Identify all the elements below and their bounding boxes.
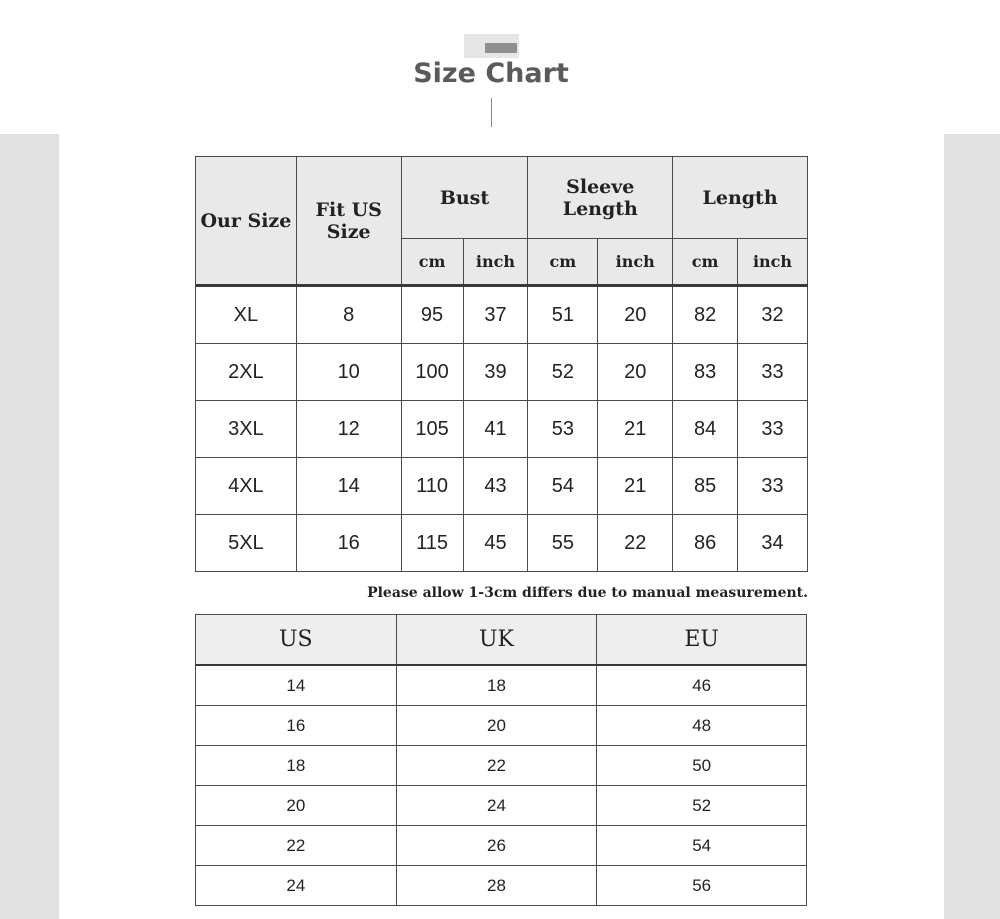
header-fit-us-line1: Fit US — [315, 198, 382, 221]
sleeve-inch-cell: 20 — [598, 286, 673, 344]
header-length-inch: inch — [738, 239, 808, 286]
length-inch-cell: 33 — [738, 344, 808, 401]
fit-us-cell: 16 — [296, 515, 401, 572]
length-inch-cell: 34 — [738, 515, 808, 572]
bust-inch-cell: 41 — [463, 401, 528, 458]
table-row — [196, 401, 808, 458]
bust-inch-cell: 43 — [463, 458, 528, 515]
fit-us-cell: 10 — [296, 344, 401, 401]
header-length: Length — [673, 157, 808, 239]
header-bar-decoration — [485, 43, 517, 53]
uk-cell: 18 — [396, 665, 597, 706]
table-row — [196, 706, 807, 746]
length-cm-cell: 83 — [673, 344, 738, 401]
header-sleeve-cm: cm — [528, 239, 598, 286]
length-cm-cell: 82 — [673, 286, 738, 344]
bust-cm-cell: 95 — [401, 286, 463, 344]
sleeve-cm-cell: 54 — [528, 458, 598, 515]
fit-us-cell: 8 — [296, 286, 401, 344]
bust-cm-cell: 105 — [401, 401, 463, 458]
size-conversion-table — [195, 614, 807, 906]
bust-cm-cell: 100 — [401, 344, 463, 401]
header-divider-line — [491, 98, 492, 127]
our-size-cell: 5XL — [196, 515, 297, 572]
our-size-cell: 3XL — [196, 401, 297, 458]
bust-inch-cell: 45 — [463, 515, 528, 572]
us-cell: 22 — [196, 826, 397, 866]
table-row — [196, 786, 807, 826]
us-cell: 20 — [196, 786, 397, 826]
us-cell: 16 — [196, 706, 397, 746]
bust-cm-cell: 110 — [401, 458, 463, 515]
header-fit-us-size — [296, 157, 401, 286]
uk-cell: 20 — [396, 706, 597, 746]
eu-cell: 54 — [597, 826, 807, 866]
length-cm-cell: 86 — [673, 515, 738, 572]
header-our-size: Our Size — [196, 157, 297, 286]
table-row — [196, 866, 807, 906]
table-row — [196, 458, 808, 515]
header-us: US — [196, 615, 397, 666]
sleeve-cm-cell: 55 — [528, 515, 598, 572]
size-measurement-table — [195, 156, 808, 572]
length-inch-cell: 33 — [738, 458, 808, 515]
right-side-panel — [944, 134, 1000, 919]
our-size-cell: 2XL — [196, 344, 297, 401]
sleeve-cm-cell: 51 — [528, 286, 598, 344]
us-cell: 14 — [196, 665, 397, 706]
eu-cell: 48 — [597, 706, 807, 746]
header-length-cm: cm — [673, 239, 738, 286]
uk-cell: 22 — [396, 746, 597, 786]
header-bust-inch: inch — [463, 239, 528, 286]
sleeve-inch-cell: 22 — [598, 515, 673, 572]
length-inch-cell: 32 — [738, 286, 808, 344]
table-row — [196, 515, 808, 572]
length-cm-cell: 84 — [673, 401, 738, 458]
page-title: Size Chart — [413, 58, 569, 89]
fit-us-cell: 14 — [296, 458, 401, 515]
our-size-cell: XL — [196, 286, 297, 344]
our-size-cell: 4XL — [196, 458, 297, 515]
sleeve-inch-cell: 21 — [598, 401, 673, 458]
header-bust: Bust — [401, 157, 528, 239]
sleeve-cm-cell: 52 — [528, 344, 598, 401]
eu-cell: 56 — [597, 866, 807, 906]
uk-cell: 24 — [396, 786, 597, 826]
eu-cell: 52 — [597, 786, 807, 826]
table-row — [196, 746, 807, 786]
uk-cell: 26 — [396, 826, 597, 866]
header-sleeve-length: Sleeve Length — [528, 157, 673, 239]
length-cm-cell: 85 — [673, 458, 738, 515]
eu-cell: 50 — [597, 746, 807, 786]
table-row — [196, 665, 807, 706]
header-uk: UK — [396, 615, 597, 666]
measurement-note: Please allow 1-3cm differs due to manual measurement. — [367, 585, 808, 601]
fit-us-cell: 12 — [296, 401, 401, 458]
bust-cm-cell: 115 — [401, 515, 463, 572]
length-inch-cell: 33 — [738, 401, 808, 458]
table-row — [196, 344, 808, 401]
eu-cell: 46 — [597, 665, 807, 706]
table-row — [196, 286, 808, 344]
header-fit-us-line2: Size — [326, 220, 371, 243]
header-eu: EU — [597, 615, 807, 666]
bust-inch-cell: 39 — [463, 344, 528, 401]
us-cell: 24 — [196, 866, 397, 906]
left-side-panel — [0, 134, 59, 919]
sleeve-inch-cell: 21 — [598, 458, 673, 515]
uk-cell: 28 — [396, 866, 597, 906]
us-cell: 18 — [196, 746, 397, 786]
header-sleeve-inch: inch — [598, 239, 673, 286]
table-row — [196, 826, 807, 866]
header-bust-cm: cm — [401, 239, 463, 286]
sleeve-cm-cell: 53 — [528, 401, 598, 458]
sleeve-inch-cell: 20 — [598, 344, 673, 401]
bust-inch-cell: 37 — [463, 286, 528, 344]
